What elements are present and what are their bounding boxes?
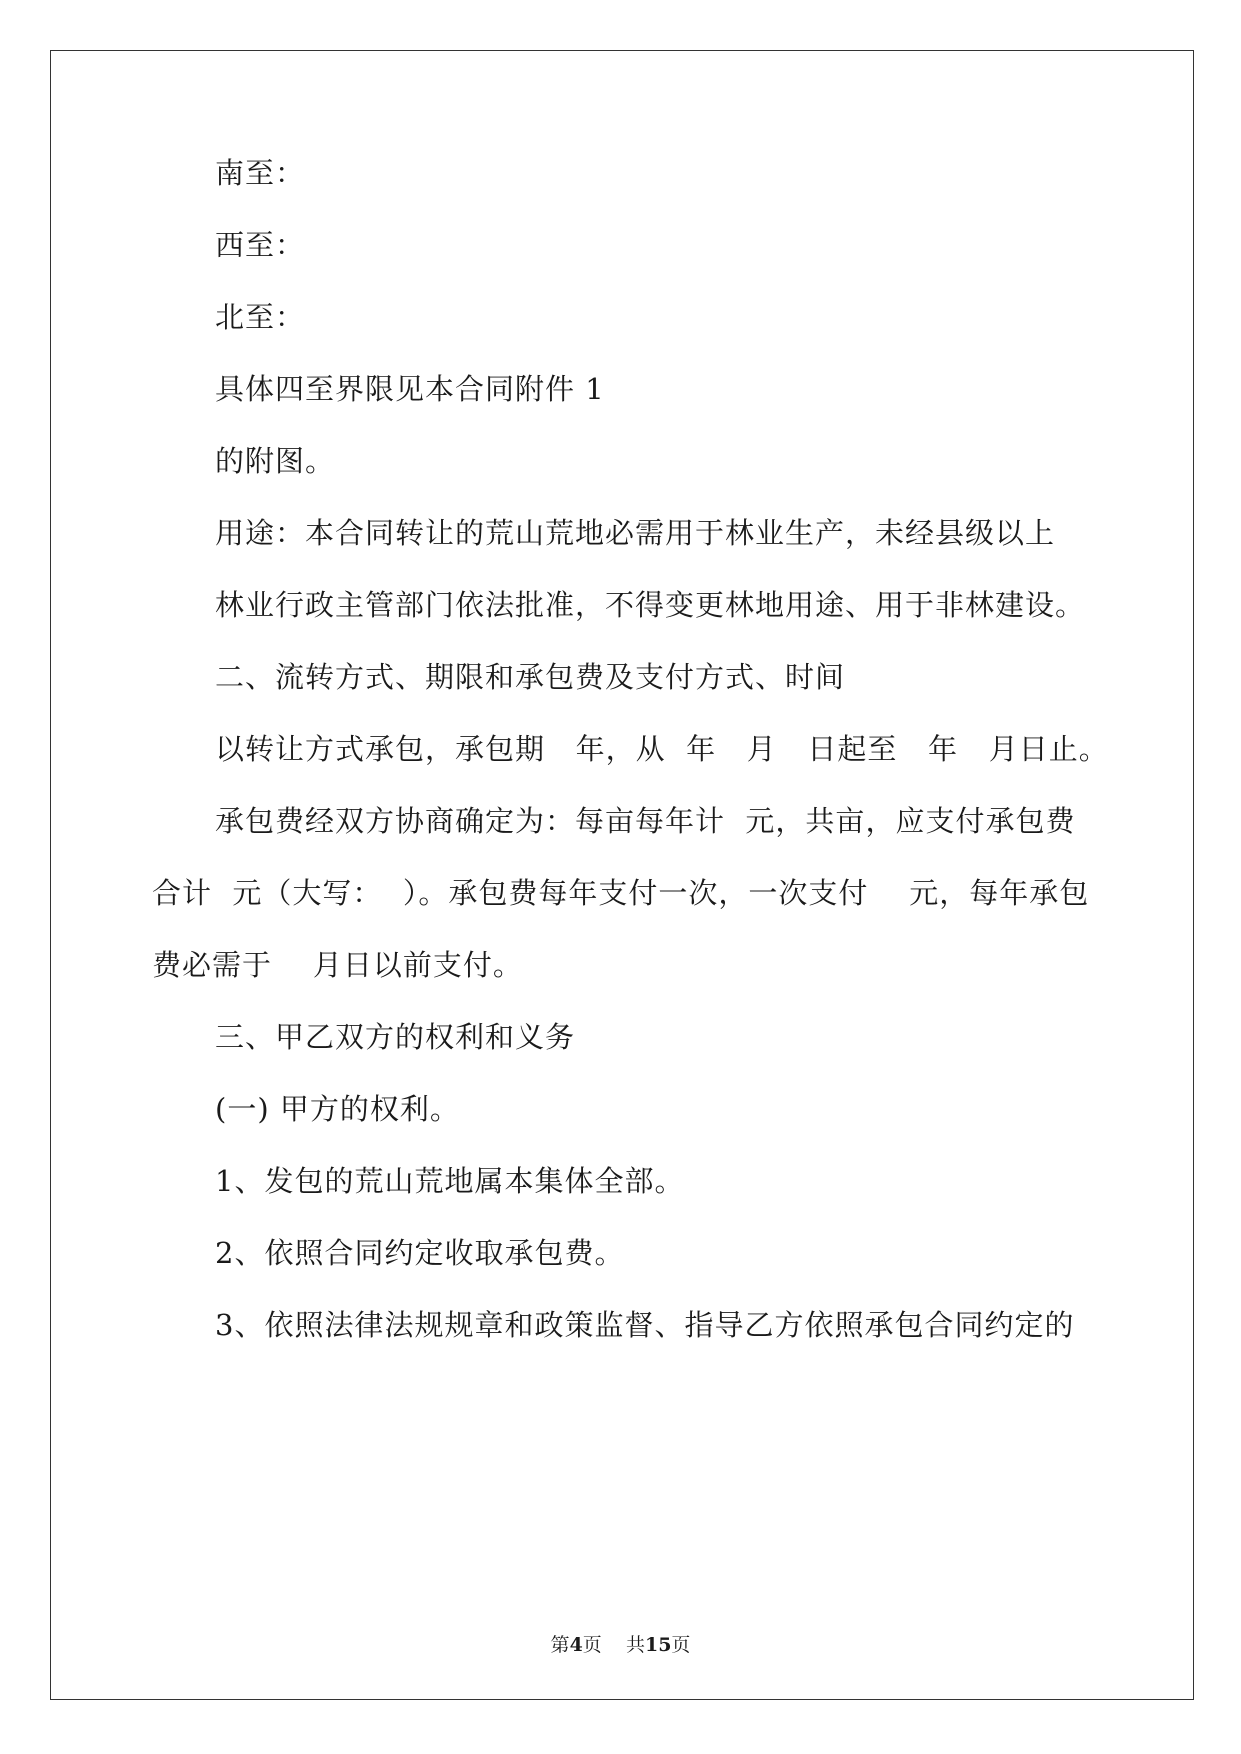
section-heading-three: 三、甲乙双方的权利和义务 [215, 1020, 576, 1054]
footer-page-number: 4 [569, 1634, 583, 1656]
footer-prefix: 第 [550, 1634, 570, 1656]
text-line-usage-continued: 林业行政主管部门依法批准，不得变更林地用途、用于非林建设。 [215, 588, 1086, 622]
section-heading-two: 二、流转方式、期限和承包费及支付方式、时间 [215, 660, 846, 694]
text-line-fee-deadline: 费必需于 月日以前支付。 [152, 948, 523, 982]
footer-total-pages: 15 [644, 1634, 672, 1656]
text-line-usage: 用途：本合同转让的荒山荒地必需用于林业生产，未经县级以上 [215, 516, 1056, 550]
text-line-fee: 承包费经双方协商确定为：每亩每年计 元，共亩，应支付承包费 [215, 804, 1076, 838]
text-line-west: 西至： [215, 228, 306, 262]
text-line-attachment: 的附图。 [215, 444, 336, 478]
list-item-2: 2、依照合同约定收取承包费。 [215, 1236, 625, 1270]
text-line-north: 北至： [215, 300, 306, 334]
list-item-3: 3、依照法律法规规章和政策监督、指导乙方依照承包合同约定的 [215, 1308, 1075, 1342]
footer-suffix: 页 [671, 1634, 691, 1656]
footer-middle: 页 共 [582, 1634, 645, 1656]
text-line-south: 南至： [215, 156, 306, 190]
list-item-1: 1、发包的荒山荒地属本集体全部。 [215, 1164, 685, 1198]
page-footer [0, 1633, 1241, 1657]
subsection-heading-party-a-rights: (一) 甲方的权利。 [215, 1092, 460, 1126]
text-line-fee-total: 合计 元（大写： ）。承包费每年支付一次，一次支付 元，每年承包 [152, 876, 1090, 910]
text-line-term: 以转让方式承包，承包期 年，从 年 月 日起至 年 月日止。 [215, 732, 1109, 766]
text-line-boundary: 具体四至界限见本合同附件 1 [215, 372, 605, 406]
